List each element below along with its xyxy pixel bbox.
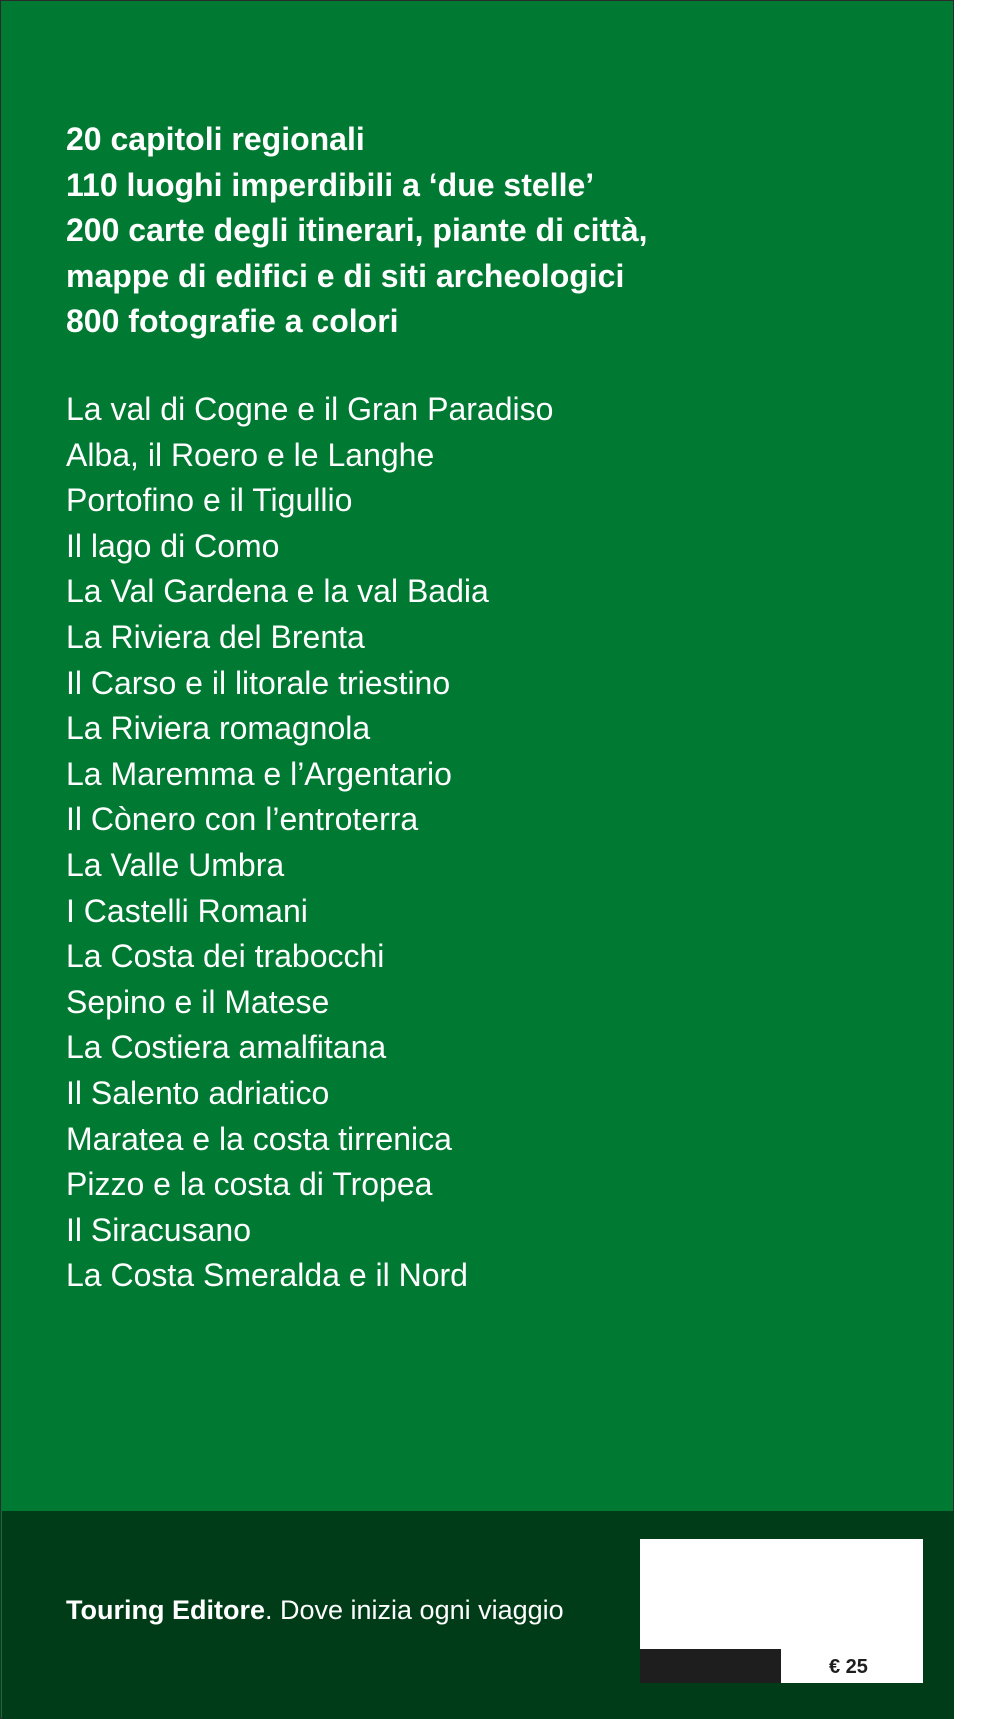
place-item: Il Salento adriatico — [66, 1074, 330, 1111]
place-item: La val di Cogne e il Gran Paradiso — [66, 391, 554, 427]
publisher-slogan: . Dove inizia ogni viaggio — [264, 1595, 564, 1625]
place-item: La Maremma e l’Argentario — [66, 755, 452, 792]
highlight-line: 800 fotografie a colori — [66, 303, 399, 340]
place-item: La Costiera amalfitana — [66, 1029, 387, 1066]
highlight-line: 200 carte degli itinerari, piante di città, — [66, 212, 648, 249]
price-bar — [640, 1649, 781, 1683]
publisher-tagline — [66, 1595, 564, 1626]
highlight-line: 110 luoghi imperdibili a ‘due stelle’ — [66, 166, 595, 203]
highlight-line: mappe di edifici e di siti archeologici — [66, 257, 625, 294]
place-item: La Costa Smeralda e il Nord — [66, 1257, 468, 1294]
place-item: Sepino e il Matese — [66, 983, 330, 1020]
place-item: Il lago di Como — [66, 527, 280, 564]
place-item: Il Carso e il litorale triestino — [66, 664, 451, 701]
place-item: Il Siracusano — [66, 1211, 251, 1248]
price-label: € 25 — [829, 1656, 868, 1678]
place-item: La Val Gardena e la val Badia — [66, 573, 489, 610]
place-item: La Costa dei trabocchi — [66, 938, 385, 975]
place-item: Alba, il Roero e le Langhe — [66, 436, 435, 473]
place-item: I Castelli Romani — [66, 892, 308, 929]
place-item: La Valle Umbra — [66, 846, 285, 883]
place-item: Pizzo e la costa di Tropea — [66, 1166, 433, 1203]
place-item: Il Cònero con l’entroterra — [66, 801, 419, 838]
barcode-price-box — [640, 1539, 923, 1683]
highlights-list — [66, 117, 926, 345]
footer-band — [2, 1511, 954, 1719]
place-item: La Riviera romagnola — [66, 710, 371, 747]
place-item: La Riviera del Brenta — [66, 618, 365, 655]
place-item: Portofino e il Tigullio — [66, 482, 353, 519]
publisher-name: Touring Editore — [66, 1595, 265, 1625]
highlight-line: 20 capitoli regionali — [66, 121, 365, 157]
places-list — [66, 387, 926, 1299]
place-item: Maratea e la costa tirrenica — [66, 1120, 452, 1157]
